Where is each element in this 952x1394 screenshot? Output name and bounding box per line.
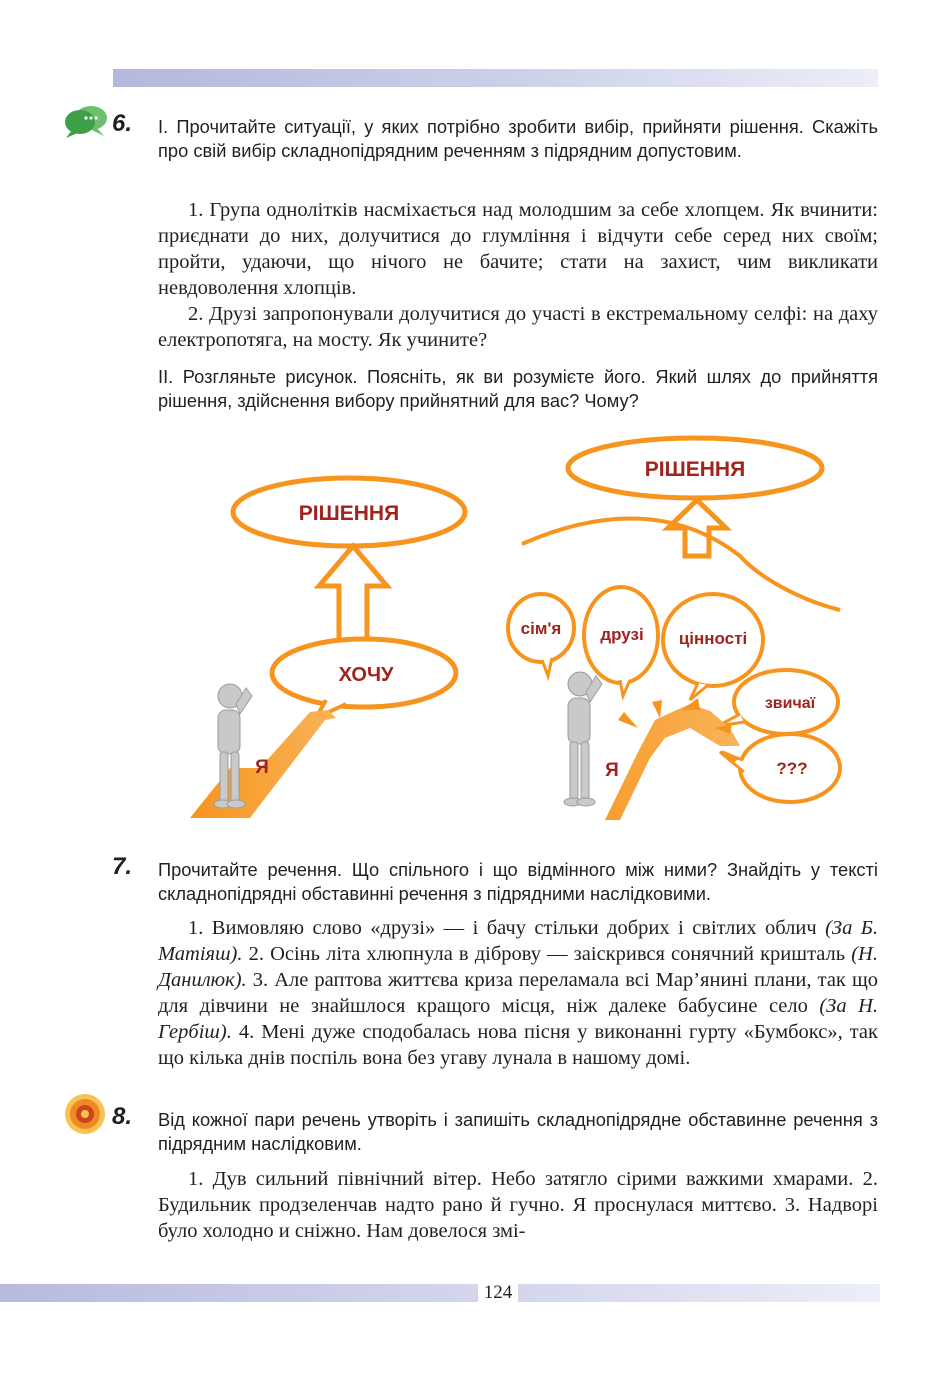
decision-label-right: РІШЕННЯ [644, 458, 746, 481]
situation-2: 2. Друзі запропонували долучитися до участі в екстремальному селфі: на даху електропотяга, на мосту. Як учините? [158, 303, 878, 351]
author-1: (За Б. Матіяш). [158, 917, 878, 965]
author-3: (За Н. Гербіш). [158, 995, 878, 1043]
bottom-bar-right [518, 1284, 880, 1302]
decision-label-left: РІШЕННЯ [298, 502, 400, 525]
friends-label: друзі [600, 625, 644, 644]
family-label: сім'я [520, 619, 562, 638]
bottom-bar-left [0, 1284, 478, 1302]
exercise-8-number: 8. [112, 1103, 133, 1130]
exercise-6-sentences [158, 197, 878, 353]
situation-1: 1. Група однолітків насміхається над молодшим за себе хлопцем. Як вчинити: приєднати до них, долучитися до глумління і відчути себе серед них своїм; пройти, удаючи, що нічого не бачите; стати на захист, чим викликати невдоволення хлопців. [158, 199, 878, 299]
speech-bubbles-icon [64, 103, 108, 139]
thinking-figure-right [564, 672, 602, 806]
customs-label: звичаї [764, 695, 816, 712]
exercise-7-sentences [158, 915, 878, 1071]
decision-figure [150, 428, 850, 828]
exercise-7-instructions [158, 858, 878, 906]
barrier-curve [522, 519, 840, 611]
exercise-6-part2 [158, 365, 878, 413]
want-label: ХОЧУ [338, 664, 394, 686]
up-arrow-right [668, 500, 726, 556]
left-panel [190, 478, 465, 818]
sentence-4: 4. Мені дуже сподобалась нова пісня у виконанні гурту «Бумбокс», так що кілька днів поспіль вона без угаву лунала в нашому домі. [158, 1021, 878, 1069]
values-label: цінності [678, 629, 748, 648]
up-arrow-left [319, 546, 387, 650]
me-label-right: Я [605, 760, 619, 781]
exercise-6-number: 6. [112, 110, 133, 137]
unknown-label: ??? [776, 759, 808, 778]
exercise-6-intro: І. Прочитайте ситуації, у яких потрібно зробити вибір, прийняти рішення. Скажіть про свій вибір складнопідрядним реченням з підрядним допустовим. [158, 116, 878, 161]
exercise-7-intro: Прочитайте речення. Що спільного і що відмінного між ними? Знайдіть у тексті складнопідрядні обставинні речення з підрядними наслідковими. [158, 859, 878, 904]
sun-flower-icon [64, 1093, 106, 1135]
exercise-7-number: 7. [112, 853, 133, 880]
exercise-8-instructions [158, 1108, 878, 1156]
sentence-3: 3. Але раптова життєва криза переламала всі Мар’янині плани, так що для дівчини не знайшлося кращого місця, ніж далеке бабусине село [158, 969, 878, 1017]
exercise-6-instructions [158, 115, 878, 163]
exercise-8-intro: Від кожної пари речень утворіть і запишіть складнопідрядне обставинне речення з підрядним наслідковим. [158, 1109, 878, 1154]
exercise-8-sentences [158, 1166, 878, 1244]
sentence-1: 1. Вимовляю слово «друзі» — і бачу стільки добрих і світлих облич [188, 917, 826, 939]
right-panel [508, 438, 840, 820]
sentence-2: 2. Осінь літа хлюпнула в діброву — заіскрився сонячний кришталь [242, 943, 852, 965]
me-label-left: Я [255, 757, 269, 778]
exercise-8-text: 1. Дув сильний північний вітер. Небо затягло сірими важкими хмарами. 2. Будильник продзеленчав надто рано й гучно. Я проснулася миттєво. 3. Надворі було холодно и сніжно. Нам довелося змі- [158, 1168, 878, 1242]
top-decorative-bar [113, 69, 878, 87]
part2-text: ІІ. Розгляньте рисунок. Поясніть, як ви розумієте його. Який шлях до прийняття рішення, здійснення вибору прийнятний для вас? Чому? [158, 366, 878, 411]
author-2: (Н. Данилюк). [158, 943, 878, 991]
page-number: 124 [483, 1282, 513, 1303]
exercise-7-text [158, 915, 878, 1071]
